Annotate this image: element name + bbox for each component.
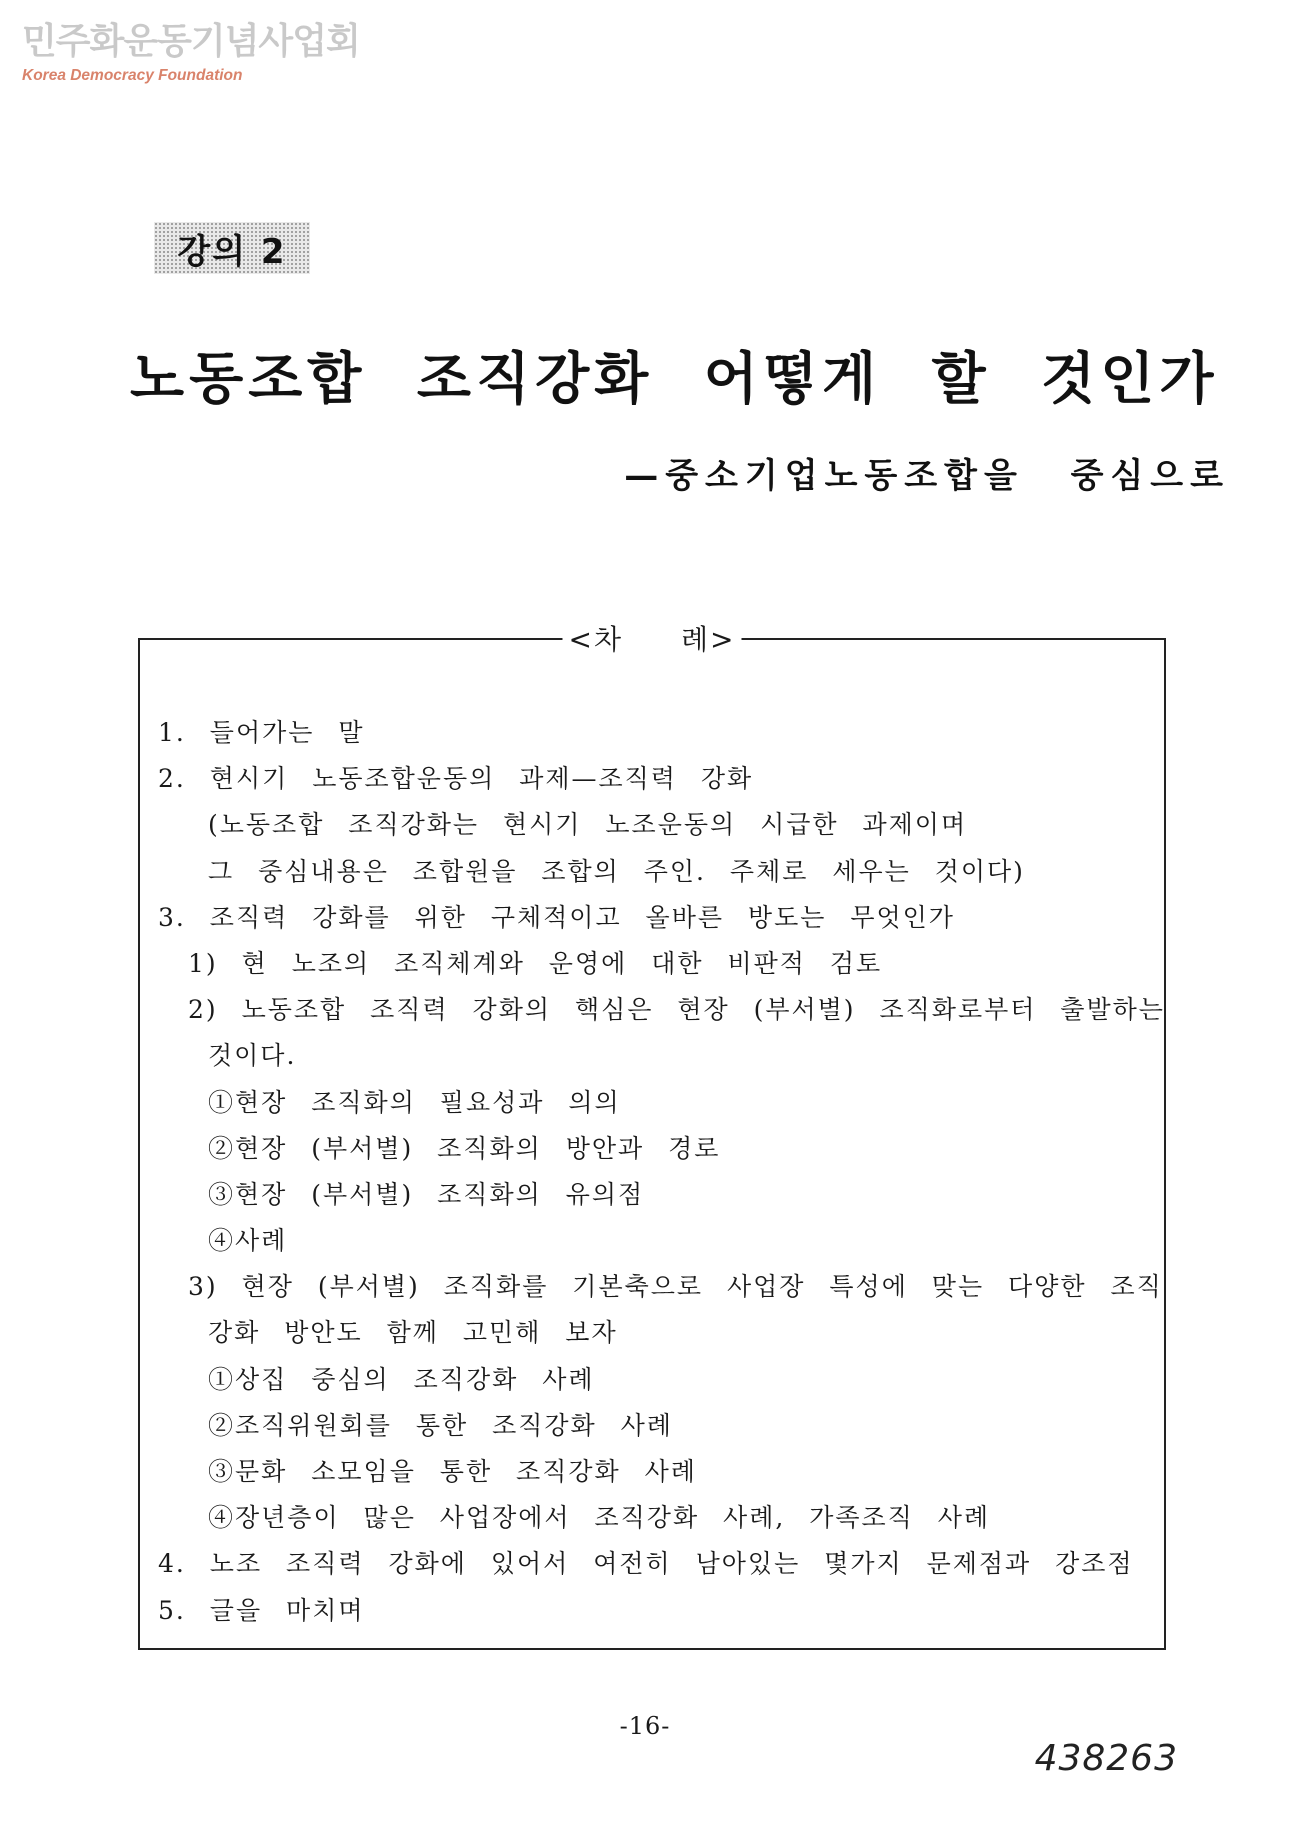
watermark-korean: 민주화운동기념사업회 — [22, 21, 360, 62]
toc-heading-open: <차 — [568, 623, 623, 656]
toc-item: 1. 들어가는 말 — [158, 718, 365, 747]
toc-item: 2. 현시기 노동조합운동의 과제—조직력 강화 — [158, 764, 754, 794]
toc-item: 강화 방안도 함께 고민해 보자 — [208, 1318, 618, 1348]
toc-item: ②현장 (부서별) 조직화의 방안과 경로 — [208, 1133, 721, 1163]
table-of-contents — [138, 623, 1166, 1650]
toc-item: 그 중심내용은 조합원을 조합의 주인. 주체로 세우는 것이다) — [208, 856, 1025, 886]
toc-item: 3) 현장 (부서별) 조직화를 기본축으로 사업장 특성에 맞는 다양한 조직 — [188, 1272, 1163, 1302]
toc-item: ①상집 중심의 조직강화 사례 — [208, 1364, 595, 1394]
foundation-watermark — [22, 20, 360, 86]
toc-item: ③현장 (부서별) 조직화의 유의점 — [208, 1179, 645, 1209]
toc-item: ①현장 조직화의 필요성과 의의 — [208, 1087, 621, 1117]
document-code: 438263 — [1034, 1738, 1178, 1779]
toc-item: ④사례 — [208, 1226, 288, 1256]
toc-item: 2) 노동조합 조직력 강화의 핵심은 현장 (부서별) 조직화로부터 출발하는 — [188, 995, 1165, 1025]
lecture-label: 강의 2 — [154, 222, 310, 274]
toc-item: 3. 조직력 강화를 위한 구체적이고 올바른 방도는 무엇인가 — [158, 902, 955, 932]
toc-item: 4. 노조 조직력 강화에 있어서 여전히 남아있는 몇가지 문제점과 강조점 — [158, 1549, 1134, 1579]
toc-item: 것이다. — [208, 1041, 297, 1071]
toc-item: 1) 현 노조의 조직체계와 운영에 대한 비판적 검토 — [188, 948, 883, 978]
toc-heading-close: 례> — [681, 623, 736, 656]
page-subtitle: —중소기업노동조합을 중심으로 — [624, 456, 1230, 496]
page-title: 노동조합 조직강화 어떻게 할 것인가 — [130, 347, 1219, 412]
toc-heading — [562, 618, 741, 658]
watermark-english: Korea Democracy Foundation — [22, 67, 243, 84]
page-number: -16- — [619, 1712, 671, 1740]
toc-item: (노동조합 조직강화는 현시기 노조운동의 시급한 과제이며 — [208, 810, 968, 840]
toc-item: ④장년층이 많은 사업장에서 조직강화 사례, 가족조직 사례 — [208, 1503, 991, 1533]
toc-item: ③문화 소모임을 통한 조직강화 사례 — [208, 1457, 697, 1486]
toc-list — [158, 710, 1165, 1634]
toc-item: ②조직위원회를 통한 조직강화 사례 — [208, 1410, 673, 1440]
toc-item: 5. 글을 마치며 — [158, 1595, 365, 1625]
